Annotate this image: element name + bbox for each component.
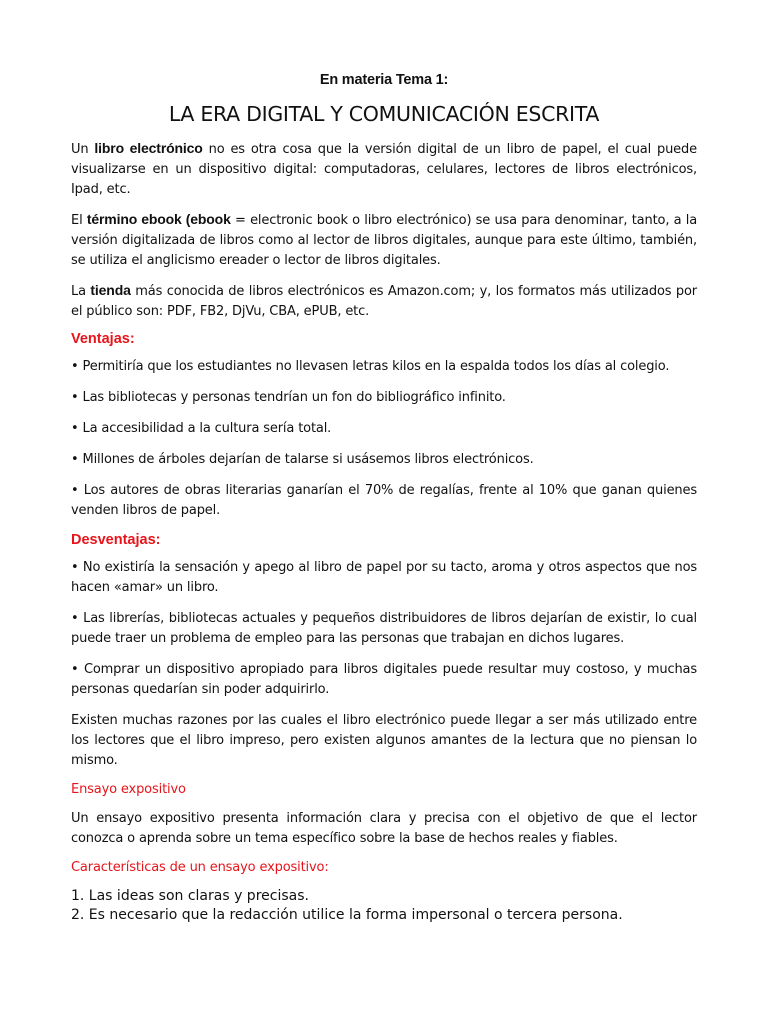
intro-bold-term: libro electrónico [94,140,203,156]
intro-text: más conocida de libros electrónicos es Amazon.com; y, los formatos más utilizados por el público son: PDF, FB2, DjVu, CBA, ePUB, etc. [71,284,697,319]
caracteristicas-label: Características de un ensayo expositivo: [71,860,329,875]
ventaja-item: • Permitiría que los estudiantes no llevasen letras kilos en la espalda todos los días al colegio. [71,359,670,374]
intro-paragraph-tienda [71,280,697,322]
intro-bold-term: tienda [90,282,131,298]
intro-text: El [71,213,87,228]
intro-text: La [71,284,91,299]
conclusion-paragraph: Existen muchas razones por las cuales el libro electrónico puede llegar a ser más utilizado entre los lectores que el libro impreso, pero existen algunos amantes de la lectura que no piensan lo mismo. [71,713,697,768]
intro-text: no es otra cosa que la versión digital de un libro de papel, el cual puede visualizarse en un dispositivo digital: computadoras, celulares, lectores de libros electrónicos, Ipad, etc. [71,142,697,197]
desventajas-heading: Desventajas: [71,532,161,548]
desventaja-item: • Comprar un dispositivo apropiado para libros digitales puede resultar muy costoso, y muchas personas quedarían sin poder adquirirlo. [71,662,697,697]
desventaja-item: • No existiría la sensación y apego al libro de papel por su tacto, aroma y otros aspectos que nos hacen «amar» un libro. [71,560,697,595]
document-subtitle: En materia Tema 1: [319,72,449,88]
intro-text: = electronic book o libro electrónico) se usa para denominar, tanto, a la versión digitalizada de libros como al lector de libros digitales, aunque para este último, también, se utiliza el anglicismo ereader o lector de libros digitales. [71,213,698,268]
ventaja-item: • Los autores de obras literarias ganarían el 70% de regalías, frente al 10% que ganan quienes venden libros de papel. [71,483,697,518]
intro-text: Un [71,142,95,157]
ventaja-item: • La accesibilidad a la cultura sería total. [71,421,332,436]
list-item: 2. Es necesario que la redacción utilice la forma impersonal o tercera persona. [71,907,623,923]
caracteristicas-list [71,887,697,925]
ensayo-paragraph: Un ensayo expositivo presenta información clara y precisa con el objetivo de que el lector conozca o aprenda sobre un tema específico sobre la base de hechos reales y fiables. [71,811,697,846]
list-item: 1. Las ideas son claras y precisas. [71,888,309,904]
intro-paragraph-libro [71,138,697,200]
ventajas-heading: Ventajas: [71,331,135,347]
intro-bold-term: término ebook (ebook [86,211,231,227]
document-title: LA ERA DIGITAL Y COMUNICACIÓN ESCRITA [168,102,600,126]
ensayo-label: Ensayo expositivo [71,782,186,797]
intro-paragraph-ebook [71,209,697,271]
desventaja-item: • Las librerías, bibliotecas actuales y pequeños distribuidores de libros dejarían de existir, lo cual puede traer un problema de empleo para las personas que trabajan en dichos lugares. [71,611,697,646]
ventaja-item: • Millones de árboles dejarían de talarse si usásemos libros electrónicos. [71,452,534,467]
ventaja-item: • Las bibliotecas y personas tendrían un fon do bibliográfico infinito. [71,390,506,405]
